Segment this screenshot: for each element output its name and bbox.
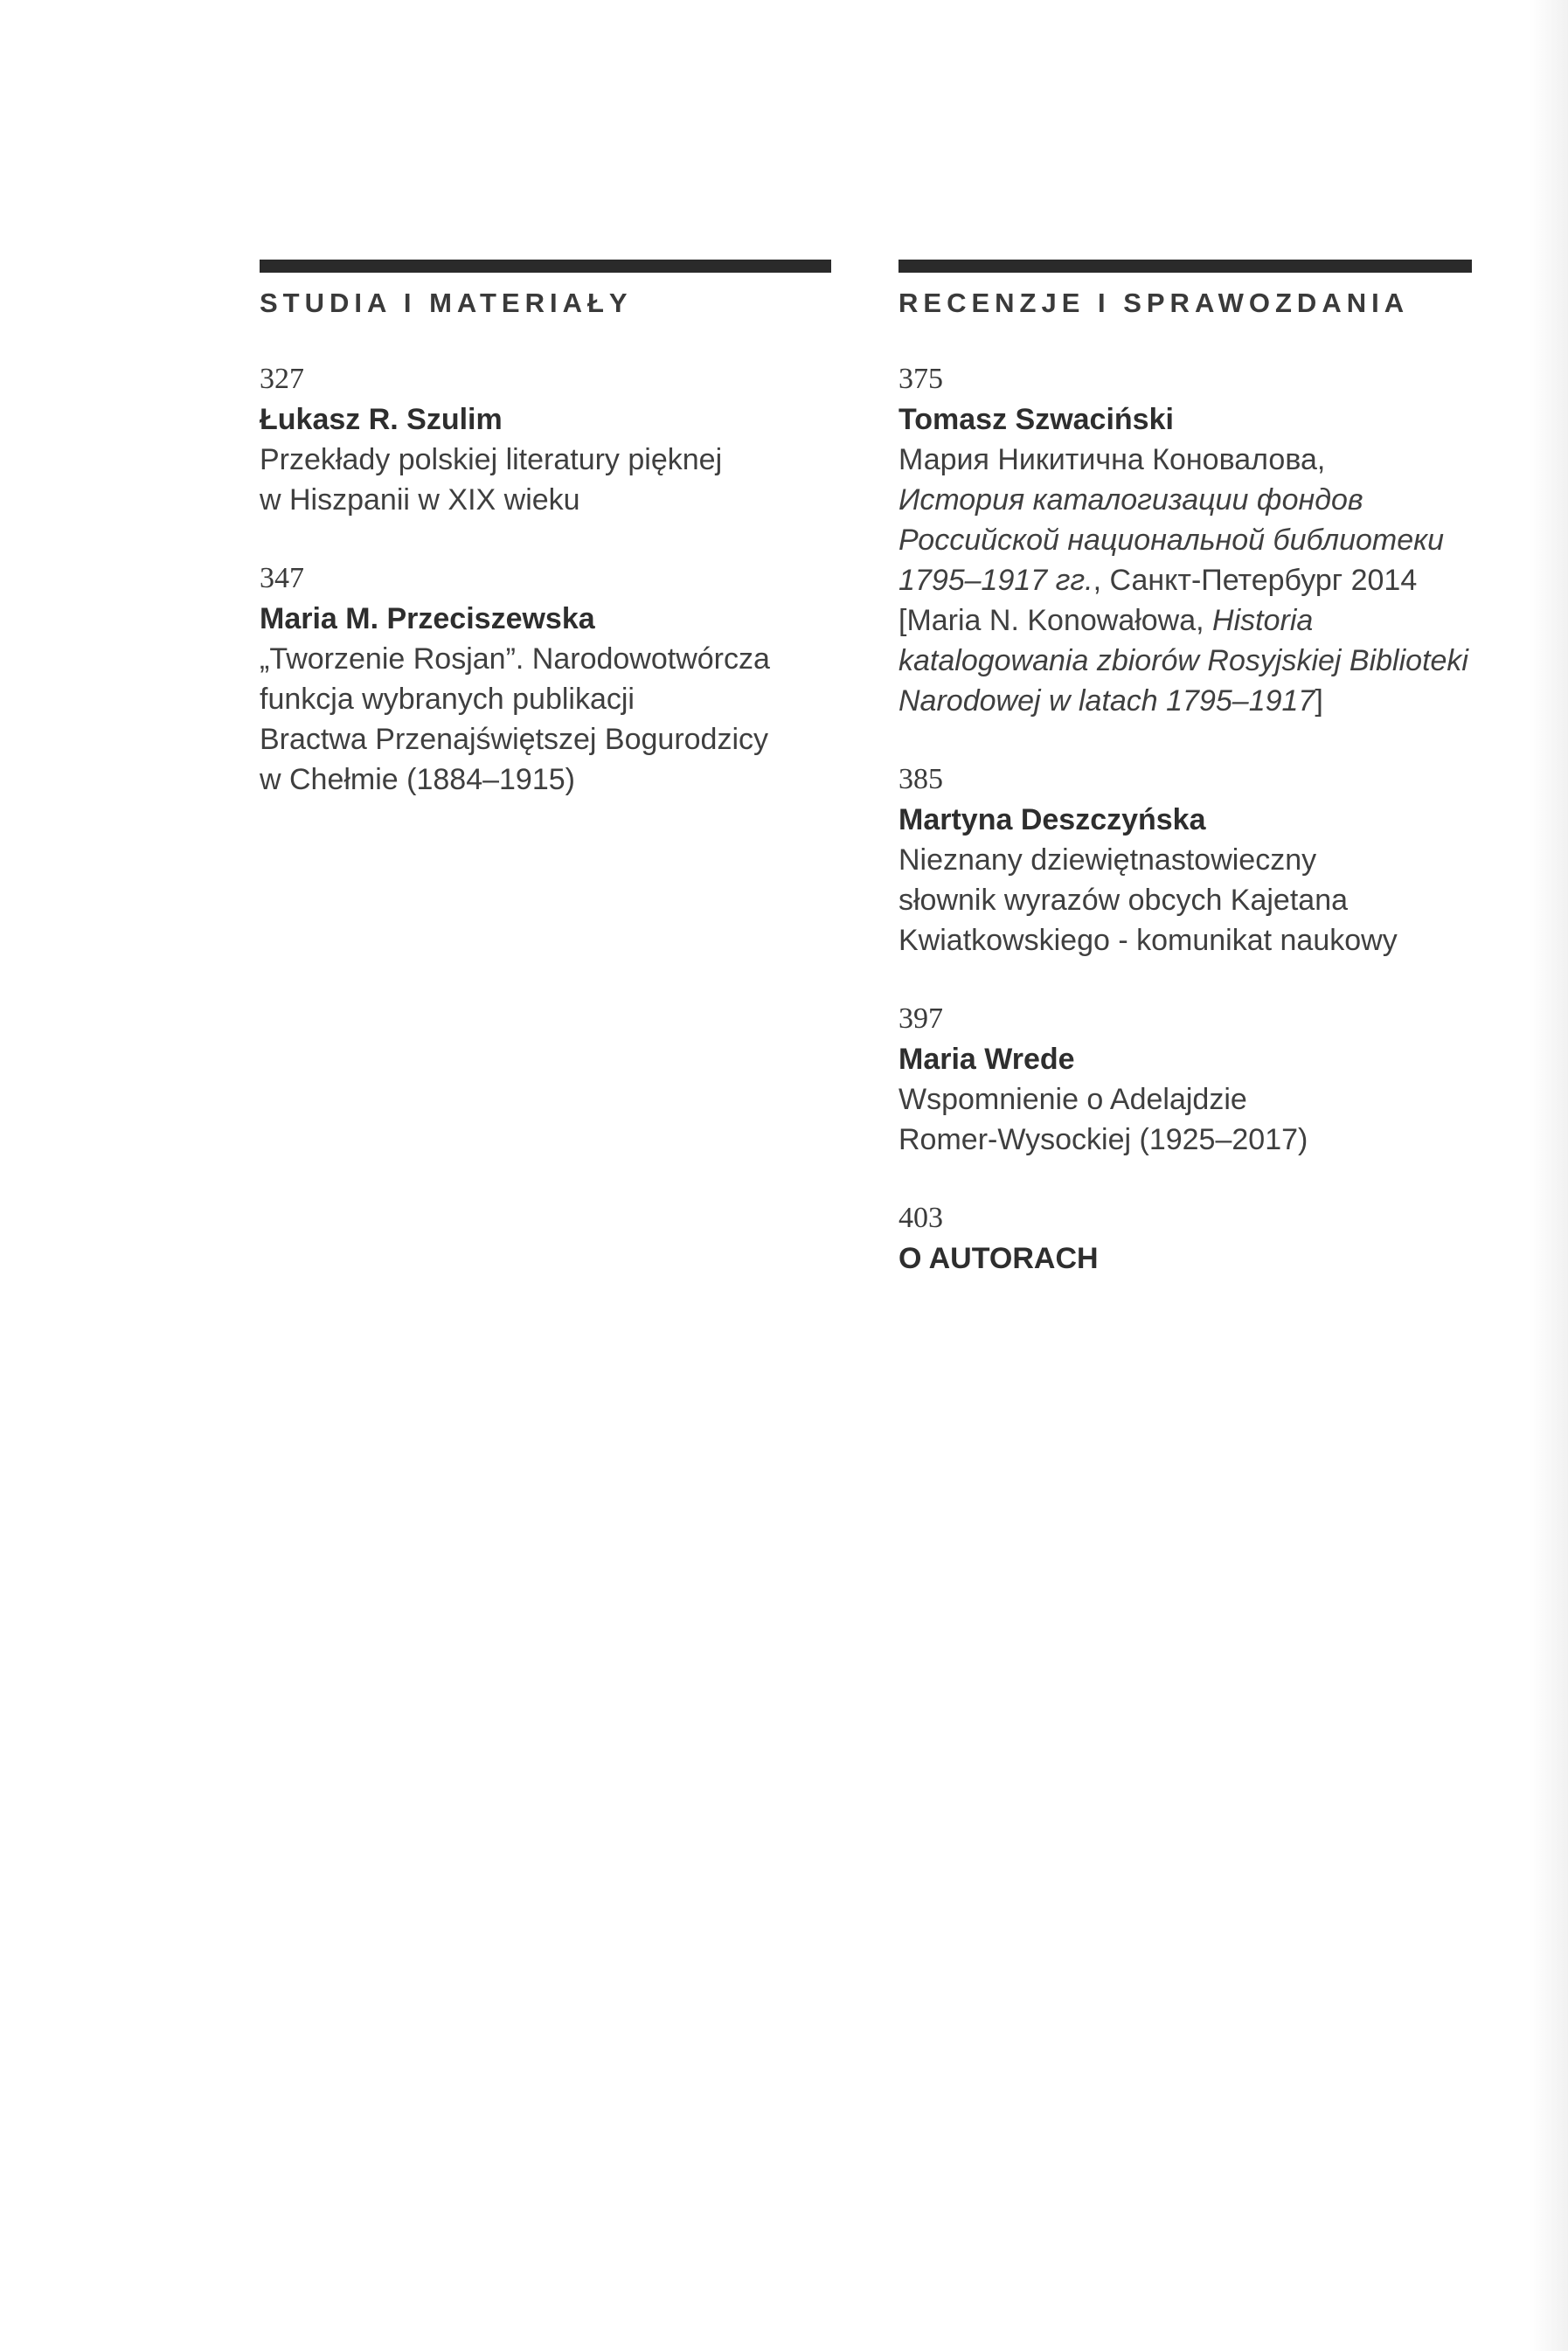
about-authors-heading: O AUTORACH <box>898 1242 1099 1275</box>
entry-title-line: Мария Никитична Коновалова, <box>898 443 1326 476</box>
italic-fragment: Narodowej w latach 1795–1917 <box>898 684 1315 718</box>
page-number: 347 <box>260 562 304 594</box>
section-heading: STUDIA I MATERIAŁY <box>260 288 633 318</box>
section-studia-i-materialy <box>260 260 831 800</box>
toc-entry <box>898 359 1472 721</box>
entry-title-line: katalogowania zbiorów Rosyjskiej Biblioteki <box>898 644 1468 677</box>
section-rule <box>898 260 1472 273</box>
entry-title-line: Bractwa Przenajświętszej Bogurodzicy <box>260 723 769 756</box>
toc-entry <box>898 1198 1472 1279</box>
section-heading: RECENZJE I SPRAWOZDANIA <box>898 288 1410 318</box>
page-number: 397 <box>898 1002 943 1035</box>
entry-title-line: Romer-Wysockiej (1925–2017) <box>898 1123 1308 1156</box>
entry-title-line: Kwiatkowskiego - komunikat naukowy <box>898 924 1398 957</box>
entry-title-line: w Hiszpanii w XIX wieku <box>260 483 580 517</box>
entry-title-line: Российской национальной библиотеки <box>898 524 1445 557</box>
author-name: Maria Wrede <box>898 1043 1075 1076</box>
entry-title-line: История каталогизации фондов <box>898 483 1363 517</box>
italic-fragment: 1795–1917 гг. <box>898 564 1093 597</box>
entry-title-line <box>898 560 1472 600</box>
entry-title-line: Nieznany dziewiętnastowieczny <box>898 843 1317 877</box>
page-edge-shadow <box>1530 0 1568 2351</box>
page-number: 385 <box>898 763 943 795</box>
entry-title-line: Wspomnienie o Adelajdzie <box>898 1083 1247 1116</box>
text-fragment: , Санкт-Петербург 2014 <box>1093 564 1418 597</box>
entry-title-line: słownik wyrazów obcych Kajetana <box>898 884 1349 917</box>
entry-title-line <box>898 681 1472 721</box>
section-rule <box>260 260 831 273</box>
toc-entry <box>260 359 831 520</box>
text-fragment: ] <box>1315 684 1323 718</box>
section-recenzje-i-sprawozdania <box>898 260 1472 1279</box>
author-name: Łukasz R. Szulim <box>260 403 503 436</box>
author-name: Martyna Deszczyńska <box>898 803 1206 836</box>
italic-fragment: Historia <box>1212 604 1314 637</box>
entry-title-line: funkcja wybranych publikacji <box>260 683 635 716</box>
toc-entry <box>260 558 831 800</box>
toc-entry <box>898 759 1472 961</box>
entry-title-line: Przekłady polskiej literatury pięknej <box>260 443 723 476</box>
page-number: 375 <box>898 363 943 395</box>
entry-title-line <box>898 600 1472 641</box>
page-number: 403 <box>898 1202 943 1234</box>
entry-title-line: w Chełmie (1884–1915) <box>260 763 575 796</box>
author-name: Maria M. Przeciszewska <box>260 602 595 635</box>
entry-title-line: „Tworzenie Rosjan”. Narodowotwórcza <box>260 642 770 676</box>
toc-entry <box>898 999 1472 1160</box>
page-number: 327 <box>260 363 304 395</box>
author-name: Tomasz Szwaciński <box>898 403 1174 436</box>
text-fragment: [Maria N. Konowałowa, <box>898 604 1213 637</box>
